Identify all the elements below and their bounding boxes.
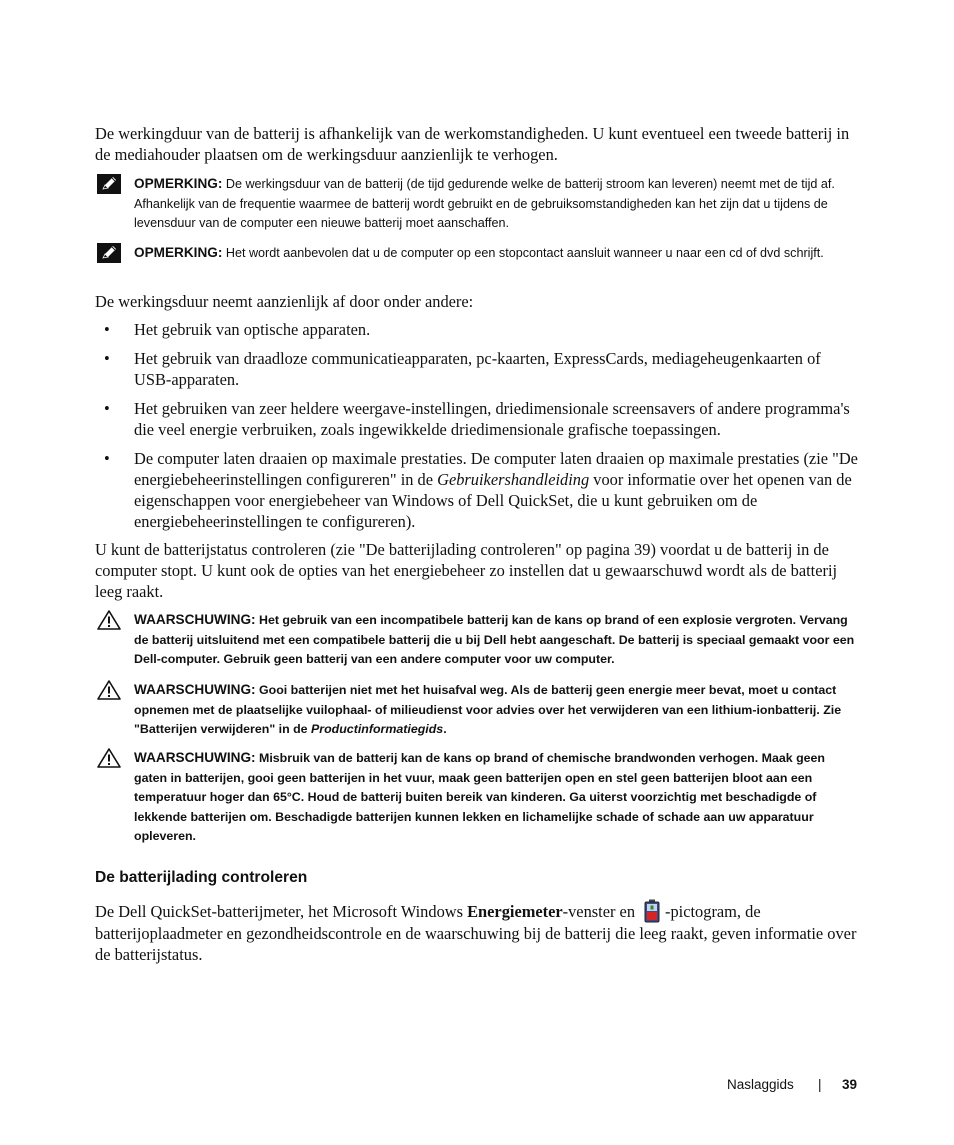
footer-separator: |: [818, 1077, 822, 1092]
list-item: • Het gebruik van draadloze communicatieapparaten, pc-kaarten, ExpressCards, mediageheugenkaarten of USB-apparaten.: [104, 349, 821, 389]
doc-reference: Gebruikershandleiding: [437, 470, 590, 489]
warning-2: WAARSCHUWING: Gooi batterijen niet met het huisafval weg. Als de batterij geen energie meer bevat, moet u contact opnemen met de plaatselijke vuilophaal- of milieudienst voor advies over het verwijderen van een lithium-ionbatterij. Zie "Batterijen verwijderen" in de Productinformatiegids.: [97, 680, 860, 740]
warning-text: Gooi batterijen niet met het huisafval weg. Als de batterij geen energie meer bevat, moet u contact opnemen met de plaatselijke vuilophaal- of milieudienst voor advies over het verwijderen van een lithium-ionbatterij. Zie "Batterijen verwijderen" in de: [134, 683, 842, 736]
warning-triangle-icon: [97, 680, 121, 700]
bullet-list: [95, 319, 860, 540]
note-label: OPMERKING:: [134, 245, 223, 260]
list-item: • Het gebruik van optische apparaten.: [104, 320, 371, 339]
section-heading: De batterijlading controleren: [95, 869, 308, 886]
note-2: [97, 243, 860, 264]
note-text: De werkingsduur van de batterij (de tijd gedurende welke de batterij stroom kan leveren) neemt met de tijd af. Afhankelijk van de frequentie waarmee de batterij wordt gebruikt en de gebruiksomstandigheden kan het zijn dat u tijdens de levensduur van de computer een nieuwe batterij moet aanschaffen.: [134, 177, 835, 230]
intro-paragraph: De werkingduur van de batterij is afhankelijk van de werkomstandigheden. U kunt eventueel een tweede batterij in de mediahouder plaatsen om de werkingsduur aanzienlijk te verhogen.: [95, 124, 850, 164]
warning-triangle-icon: [97, 748, 121, 768]
warning-1: [97, 610, 860, 670]
page-number: 39: [842, 1077, 858, 1092]
warning-label: WAARSCHUWING:: [134, 682, 256, 697]
battery-meter-icon: [643, 899, 661, 923]
warning-3: [97, 748, 860, 847]
list-item: • De computer laten draaien op maximale prestaties. De computer laten draaien op maximale prestaties (zie "De energiebeheerinstellingen configureren" in de Gebruikershandleiding voor informatie over het openen van de eigenschappen voor energiebeheer van Windows of Dell QuickSet, die u kunt gebruiken om de energiebeheerinstellingen te configureren).: [104, 449, 858, 531]
warning-label: WAARSCHUWING:: [134, 750, 256, 765]
note-label: OPMERKING:: [134, 176, 223, 191]
note-pencil-icon: [97, 174, 121, 194]
warning-triangle-icon: [97, 610, 121, 630]
note-text: Het wordt aanbevolen dat u de computer op een stopcontact aansluit wanneer u naar een cd of dvd schrijft.: [222, 246, 824, 260]
status-paragraph: U kunt de batterijstatus controleren (zie "De batterijlading controleren" op pagina 39) voordat u de batterij in de computer stopt. U kunt ook de opties van het energiebeheer zo instellen dat u gewaarschuwd wordt als de batterij leeg raakt.: [95, 540, 838, 601]
battery-meter-paragraph: De Dell QuickSet-batterijmeter, het Microsoft Windows Energiemeter-venster en -pictogram, de batterijoplaadmeter en gezondheidscontrole en de waarschuwing bij de batterij die leeg raakt, geven informatie over de batterijstatus.: [95, 899, 860, 965]
warning-text: Het gebruik van een incompatibele batterij kan de kans op brand of een explosie vergroten. Vervang de batterij uitsluitend met een compatibele batterij die u bij Dell hebt aangeschaft. De batterij is speciaal gemaakt voor een Dell-computer. Gebruik geen batterij van een andere computer voor uw computer.: [134, 613, 855, 666]
warning-text: Misbruik van de batterij kan de kans op brand of chemische brandwonden verhogen. Maak geen gaten in batterijen, gooi geen batterijen in het vuur, maak geen batterijen open en stel geen batterijen bloot aan een temperatuur hoger dan 65°C. Houd de batterij buiten bereik van kinderen. Ga uiterst voorzichtig met beschadigde of lekkende batterijen om. Beschadigde batterijen kunnen lekken en lichamelijke schade of schade aan uw apparatuur opleveren.: [134, 751, 825, 843]
footer-title: Naslaggids: [727, 1077, 794, 1092]
reduce-intro: De werkingsduur neemt aanzienlijk af door onder andere:: [95, 292, 474, 311]
ui-term: Energiemeter: [467, 902, 563, 921]
warning-label: WAARSCHUWING:: [134, 612, 256, 627]
doc-reference: Productinformatiegids: [311, 722, 444, 736]
note-pencil-icon: [97, 243, 121, 263]
note-1: [97, 174, 860, 234]
list-item: • Het gebruiken van zeer heldere weergave-instellingen, driedimensionale screensavers of andere programma's die veel energie verbruiken, zoals ingewikkelde driedimensionale grafische toepassingen.: [104, 399, 850, 439]
